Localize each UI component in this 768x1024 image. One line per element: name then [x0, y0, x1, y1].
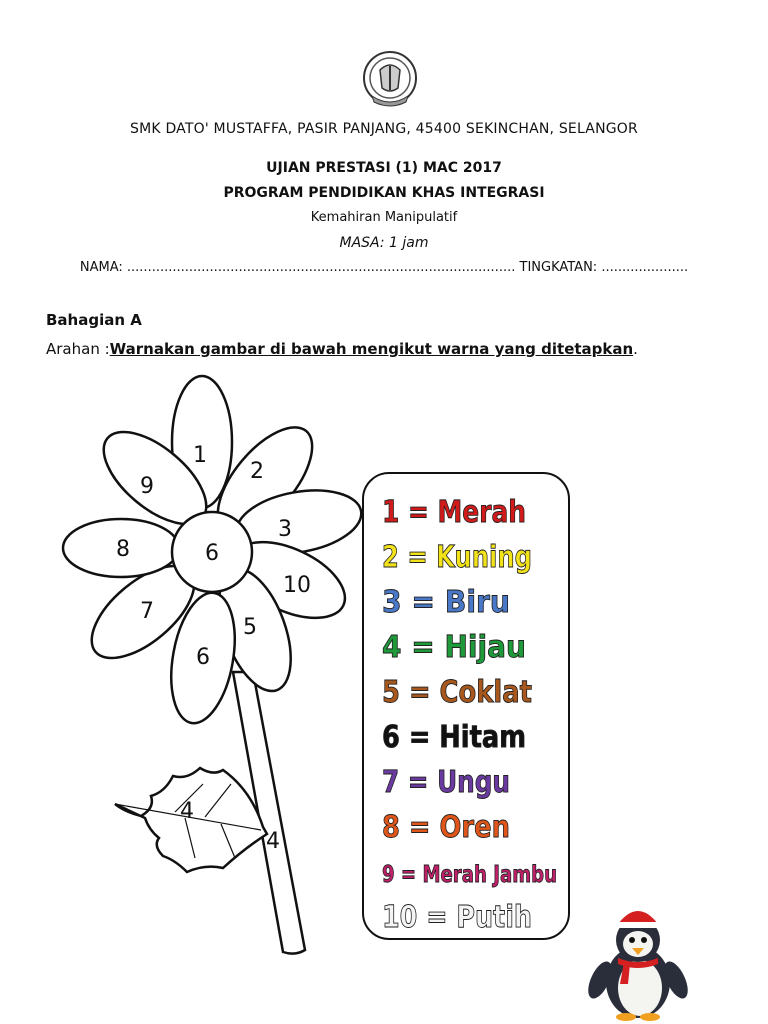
petal-2-label: 2: [250, 459, 264, 484]
legend-item: 9 = Merah Jambu: [382, 862, 557, 888]
instruction-end: .: [633, 340, 638, 358]
name-label: NAMA:: [79, 260, 123, 275]
instruction: [46, 340, 638, 358]
stem-label: 4: [266, 829, 280, 854]
subject-title: Kemahiran Manipulatif: [310, 210, 458, 225]
school-crest-icon: [362, 50, 418, 110]
exam-duration: MASA: 1 jam: [339, 235, 429, 251]
legend-item: 1 = Merah: [382, 495, 526, 530]
class-label: TINGKATAN:: [519, 260, 598, 275]
legend-item: 4 = Hijau: [382, 630, 526, 665]
section-title: Bahagian A: [46, 311, 142, 329]
center-label: 6: [205, 541, 219, 566]
flower-drawing[interactable]: [55, 372, 365, 962]
petal-9-label: 9: [140, 474, 154, 499]
program-title: PROGRAM PENDIDIKAN KHAS INTEGRASI: [223, 185, 545, 201]
school-name: SMK DATO' MUSTAFFA, PASIR PANJANG, 45400 SEKINCHAN, SELANGOR: [130, 121, 638, 137]
penguin-mascot-icon: [588, 900, 688, 1022]
petal-7-label: 7: [140, 599, 154, 624]
color-legend: [360, 470, 572, 942]
exam-title: UJIAN PRESTASI (1) MAC 2017: [266, 160, 502, 176]
name-blank[interactable]: ..............................................................................................: [126, 260, 516, 275]
petal-6-label: 6: [196, 645, 210, 670]
leaf-label: 4: [180, 799, 194, 824]
petal-8-label: 8: [116, 537, 130, 562]
petal-3-label: 3: [278, 517, 292, 542]
legend-item: 3 = Biru: [382, 585, 510, 620]
legend-item: 5 = Coklat: [382, 675, 532, 710]
student-info-line: [0, 260, 768, 275]
legend-item: 7 = Ungu: [382, 765, 510, 800]
instruction-label: Arahan :: [46, 340, 110, 358]
legend-item: 10 = Putih: [382, 900, 532, 935]
class-blank[interactable]: .....................: [601, 260, 689, 275]
legend-item: 6 = Hitam: [382, 720, 526, 755]
instruction-text: Warnakan gambar di bawah mengikut warna yang ditetapkan: [109, 340, 634, 358]
petal-10-label: 10: [283, 573, 311, 598]
petal-1-label: 1: [193, 443, 207, 468]
legend-item: 2 = Kuning: [382, 540, 532, 575]
legend-item: 8 = Oren: [382, 810, 510, 845]
petal-5-label: 5: [243, 615, 257, 640]
